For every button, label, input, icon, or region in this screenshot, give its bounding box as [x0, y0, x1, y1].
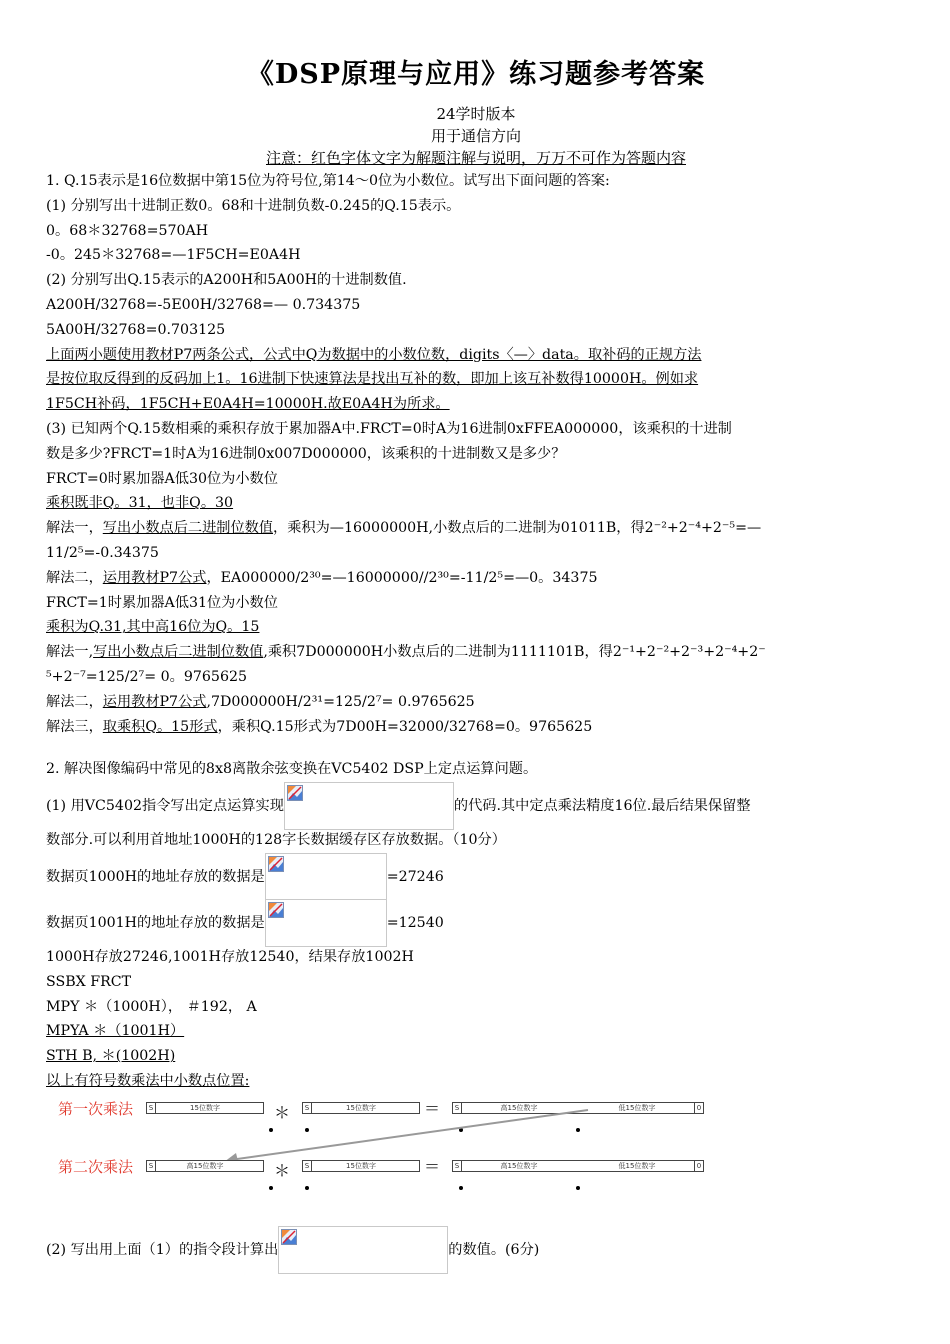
operand-register: S 高15位数字 [146, 1160, 264, 1172]
q1-answer3: A200H/32768=-5E00H/32768=— 0.734375 [46, 296, 361, 313]
frct1-solution3: 解法三，取乘积Q。15形式，乘积Q.15形式为7D00H=32000/32768=0。9765625 [46, 718, 593, 735]
q1-part3-line1: (3) 已知两个Q.15数相乘的乘积存放于累加器A中.FRCT=0时A为16进制0xFFEA000000，该乘积的十进制 [46, 420, 732, 437]
broken-image-icon [268, 856, 284, 872]
q2-part1-cont: 数部分.可以利用首地址1000H的128字长数据缓存区存放数据。（10分） [46, 832, 506, 849]
product-register: S 高15位数字 低15位数字 0 [452, 1102, 704, 1114]
q1-note-line1: 上面两小题使用教材P7两条公式，公式中Q为数据中的小数位数，digits〈—〉data。取补码的正规方法 [46, 346, 702, 363]
subtitle-version: 24学时版本 [436, 105, 516, 123]
q1-note-line3: 1F5CH补码，1F5CH+E0A4H=10000H.故E0A4H为所求。 [46, 396, 450, 413]
storage-note: 1000H存放27246,1001H存放12540，结果存放1002H [46, 948, 414, 965]
frct0-solution1-cont: 11/2⁵=-0.34375 [46, 544, 159, 561]
times-sign: ＊ [274, 1160, 291, 1180]
q1-note-line2: 是按位取反得到的反码加上1。16进制下快速算法是找出互补的数，即加上该互补数得10000H。例如求 [46, 371, 699, 388]
equals-sign: ＝ [424, 1098, 441, 1118]
document-page [46, 52, 906, 1272]
q2-part1: (1) 用VC5402指令写出定点运算实现 的代码.其中定点乘法精度16位.最后结果保留整 [46, 782, 906, 828]
q1-answer2: -0。245＊32768=—1F5CH=E0A4H [46, 247, 301, 264]
frct1-note: 乘积为Q.31,其中高16位为Q。15 [46, 619, 260, 636]
code-line-4: STH B, ＊(1002H) [46, 1048, 176, 1065]
q1-answer1: 0。68＊32768=570AH [46, 222, 209, 239]
frct1-solution2: 解法二，运用教材P7公式,7D000000H/2³¹=125/2⁷= 0.9765625 [46, 693, 475, 710]
q1-intro: 1. Q.15表示是16位数据中第15位为符号位,第14～0位为小数位。试写出下面问题的答案: [46, 173, 610, 189]
note-line: 注意：红色字体文字为解题注解与说明，万万不可作为答题内容 [265, 149, 686, 167]
frct0-solution2: 解法二，运用教材P7公式，EA000000/2³⁰=—16000000//2³⁰=-11/2⁵=—0。34375 [46, 569, 598, 586]
frct0-heading: FRCT=0时累加器A低30位为小数位 [46, 470, 278, 487]
data-page-1000h: 数据页1000H的地址存放的数据是 =27246 [46, 853, 906, 899]
q1-answer4: 5A00H/32768=0.703125 [46, 321, 226, 338]
broken-image-icon [281, 1229, 297, 1245]
page-title: 《DSP原理与应用》练习题参考答案 [246, 59, 706, 90]
equals-sign: ＝ [424, 1156, 441, 1176]
first-multiply-label: 第一次乘法 [58, 1099, 134, 1118]
operand-register: S 15位数字 [302, 1102, 420, 1114]
q2-intro: 2. 解决图像编码中常见的8x8离散余弦变换在VC5402 DSP上定点运算问题。 [46, 761, 538, 778]
product-register: S 高15位数字 低15位数字 0 [452, 1160, 704, 1172]
data-page-1001h: 数据页1001H的地址存放的数据是 =12540 [46, 899, 906, 945]
multiplication-diagram [46, 1098, 906, 1216]
broken-image-icon [287, 785, 303, 801]
decimal-point-heading: 以上有符号数乘法中小数点位置: [46, 1072, 250, 1089]
formula-image-placeholder [278, 1226, 448, 1274]
formula-image-placeholder [284, 782, 454, 830]
cos-value-image-placeholder [265, 899, 387, 947]
second-multiply-label: 第二次乘法 [58, 1157, 134, 1176]
code-line-1: SSBX FRCT [46, 973, 132, 990]
q1-part1: (1) 分别写出十进制正数0。68和十进制负数-0.245的Q.15表示。 [46, 197, 461, 214]
code-line-2: MPY ＊（1000H）， ＃192， A [46, 998, 257, 1015]
operand-register: S 15位数字 [146, 1102, 264, 1114]
frct1-solution1-cont: ⁵+2⁻⁷=125/2⁷= 0。9765625 [46, 668, 248, 685]
broken-image-icon [268, 902, 284, 918]
code-line-3: MPYA ＊（1001H） [46, 1023, 185, 1040]
frct0-note: 乘积既非Q。31，也非Q。30 [46, 495, 234, 512]
operand-register: S 15位数字 [302, 1160, 420, 1172]
q1-part2: (2) 分别写出Q.15表示的A200H和5A00H的十进制数值. [46, 272, 407, 289]
subtitle-direction: 用于通信方向 [430, 127, 521, 145]
frct1-heading: FRCT=1时累加器A低31位为小数位 [46, 594, 278, 611]
cos-value-image-placeholder [265, 853, 387, 901]
frct0-solution1: 解法一，写出小数点后二进制位数值，乘积为—16000000H,小数点后的二进制为01011B，得2⁻²+2⁻⁴+2⁻⁵=— [46, 520, 762, 537]
times-sign: ＊ [274, 1102, 291, 1122]
q1-part3-line2: 数是多少?FRCT=1时A为16进制0x007D000000，该乘积的十进制数又是多少？ [46, 445, 566, 462]
q2-part2: (2) 写出用上面（1）的指令段计算出 的数值。(6分) [46, 1226, 906, 1272]
arrow-line [216, 1106, 596, 1166]
frct1-solution1: 解法一,写出小数点后二进制位数值,乘积7D000000H小数点后的二进制为1111101B，得2⁻¹+2⁻²+2⁻³+2⁻⁴+2⁻ [46, 644, 766, 661]
